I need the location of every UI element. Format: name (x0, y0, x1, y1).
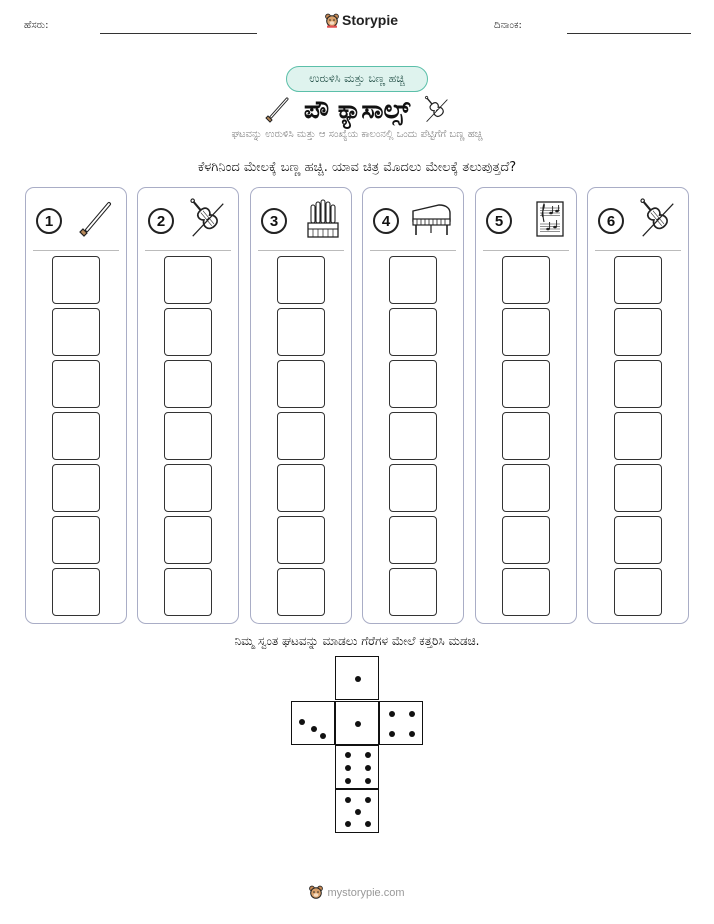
brand-logo (325, 12, 398, 28)
column-5 (475, 187, 577, 624)
color-box[interactable] (277, 516, 325, 564)
color-box[interactable] (502, 464, 550, 512)
column-divider (483, 250, 569, 251)
color-box[interactable] (614, 308, 662, 356)
color-box[interactable] (389, 308, 437, 356)
color-box[interactable] (164, 568, 212, 616)
color-box[interactable] (164, 516, 212, 564)
color-box[interactable] (52, 464, 100, 512)
color-box[interactable] (389, 256, 437, 304)
dice-face-5 (335, 789, 379, 833)
dice-face-1 (335, 656, 379, 700)
activity-pill: ಉರುಳಿಸಿ ಮತ್ತು ಬಣ್ಣ ಹಚ್ಚಿ (286, 66, 428, 92)
name-label: ಹೆಸರು: (24, 20, 49, 31)
color-box[interactable] (277, 464, 325, 512)
dice-pip (365, 797, 371, 803)
color-box[interactable] (164, 412, 212, 460)
color-box[interactable] (277, 568, 325, 616)
color-box[interactable] (164, 308, 212, 356)
color-box[interactable] (614, 412, 662, 460)
color-box[interactable] (614, 464, 662, 512)
bear-icon (325, 13, 339, 28)
column-header (598, 202, 678, 240)
color-box[interactable] (389, 412, 437, 460)
subtitle: ಘಟವನ್ನು ಉರುಳಿಸಿ ಮತ್ತು ಆ ಸಂಖ್ಯೆಯ ಕಾಲಂನಲ್ಲಿ ಒಂದು ಪೆಟ್ಟಿಗೆಗೆ ಬಣ್ಣ ಹಚ್ಚಿ (231, 129, 483, 140)
column-divider (258, 250, 344, 251)
piano-icon (409, 201, 453, 241)
color-box[interactable] (52, 568, 100, 616)
column-divider (595, 250, 681, 251)
dice-pip (311, 726, 317, 732)
dice-pip (409, 711, 415, 717)
baton-icon (76, 199, 116, 243)
dice-pip (320, 733, 326, 739)
color-box[interactable] (389, 568, 437, 616)
dice-instruction: ನಿಮ್ಮ ಸ್ವಂತ ಘಟವನ್ನು ಮಾಡಲು ಗೆರೆಗಳ ಮೇಲೆ ಕತ್ತರಿಸಿ ಮಡಚಿ. (234, 634, 480, 648)
baton-icon (264, 96, 290, 124)
column-1 (25, 187, 127, 624)
color-box[interactable] (52, 308, 100, 356)
dice-pip (365, 765, 371, 771)
dice-pip (389, 711, 395, 717)
color-box[interactable] (389, 360, 437, 408)
question: ಕೆಳಗಿನಿಂದ ಮೇಲಕ್ಕೆ ಬಣ್ಣ ಹಚ್ಚಿ. ಯಾವ ಚಿತ್ರ ಮೊದಲು ಮೇಲಕ್ಕೆ ತಲುಪುತ್ತದೆ? (197, 160, 517, 175)
dice-pip (345, 765, 351, 771)
column-2 (137, 187, 239, 624)
page-title: ಪೌ ಕ್ಯಾಸಾಲ್ಸ್ (303, 95, 411, 124)
column-number: 4 (373, 208, 399, 234)
footer (0, 885, 714, 900)
column-divider (145, 250, 231, 251)
color-box[interactable] (614, 360, 662, 408)
color-box[interactable] (277, 308, 325, 356)
column-header (486, 202, 566, 240)
column-number: 3 (261, 208, 287, 234)
column-number: 6 (598, 208, 624, 234)
color-box[interactable] (277, 256, 325, 304)
color-box[interactable] (502, 516, 550, 564)
dice-pip (355, 721, 361, 727)
color-box[interactable] (502, 568, 550, 616)
bear-icon (309, 885, 323, 900)
title-row (0, 92, 714, 128)
dice-pip (355, 809, 361, 815)
column-4 (362, 187, 464, 624)
color-box[interactable] (502, 256, 550, 304)
color-box[interactable] (502, 360, 550, 408)
color-box[interactable] (52, 412, 100, 460)
dice-pip (345, 797, 351, 803)
dice-pip (299, 719, 305, 725)
color-box[interactable] (52, 516, 100, 564)
dice-pip (389, 731, 395, 737)
color-box[interactable] (389, 516, 437, 564)
dice-pip (355, 676, 361, 682)
violin-icon (638, 198, 678, 244)
color-box[interactable] (52, 256, 100, 304)
dice-pip (345, 778, 351, 784)
color-box[interactable] (164, 464, 212, 512)
column-divider (33, 250, 119, 251)
pipe-organ-icon (305, 199, 341, 243)
dice-pip (345, 821, 351, 827)
violin-icon (188, 198, 228, 244)
column-number: 2 (148, 208, 174, 234)
column-6 (587, 187, 689, 624)
column-header (373, 202, 453, 240)
brand-name: Storypie (342, 12, 399, 28)
dice-pip (365, 821, 371, 827)
name-line[interactable] (100, 33, 257, 34)
column-number: 1 (36, 208, 62, 234)
color-box[interactable] (614, 568, 662, 616)
column-header (36, 202, 116, 240)
color-box[interactable] (277, 360, 325, 408)
dice-face-6 (335, 745, 379, 789)
column-header (261, 202, 341, 240)
color-box[interactable] (614, 516, 662, 564)
footer-url[interactable]: mystorypie.com (327, 886, 405, 899)
color-box[interactable] (277, 412, 325, 460)
color-box[interactable] (502, 412, 550, 460)
column-number: 5 (486, 208, 512, 234)
color-box[interactable] (502, 308, 550, 356)
sheet-music-icon (534, 200, 566, 242)
dice-face-3 (291, 701, 335, 745)
color-box[interactable] (164, 256, 212, 304)
color-box[interactable] (164, 360, 212, 408)
dice-pip (365, 778, 371, 784)
column-divider (370, 250, 456, 251)
date-label: ದಿನಾಂಕ: (494, 20, 522, 31)
color-box[interactable] (389, 464, 437, 512)
date-line[interactable] (567, 33, 691, 34)
dice-pip (365, 752, 371, 758)
dice-face-4 (379, 701, 423, 745)
dice-pip (409, 731, 415, 737)
dice-pip (345, 752, 351, 758)
dice-face-1 (335, 701, 379, 745)
color-box[interactable] (614, 256, 662, 304)
color-box[interactable] (52, 360, 100, 408)
column-3 (250, 187, 352, 624)
violin-icon (424, 95, 450, 125)
column-header (148, 202, 228, 240)
